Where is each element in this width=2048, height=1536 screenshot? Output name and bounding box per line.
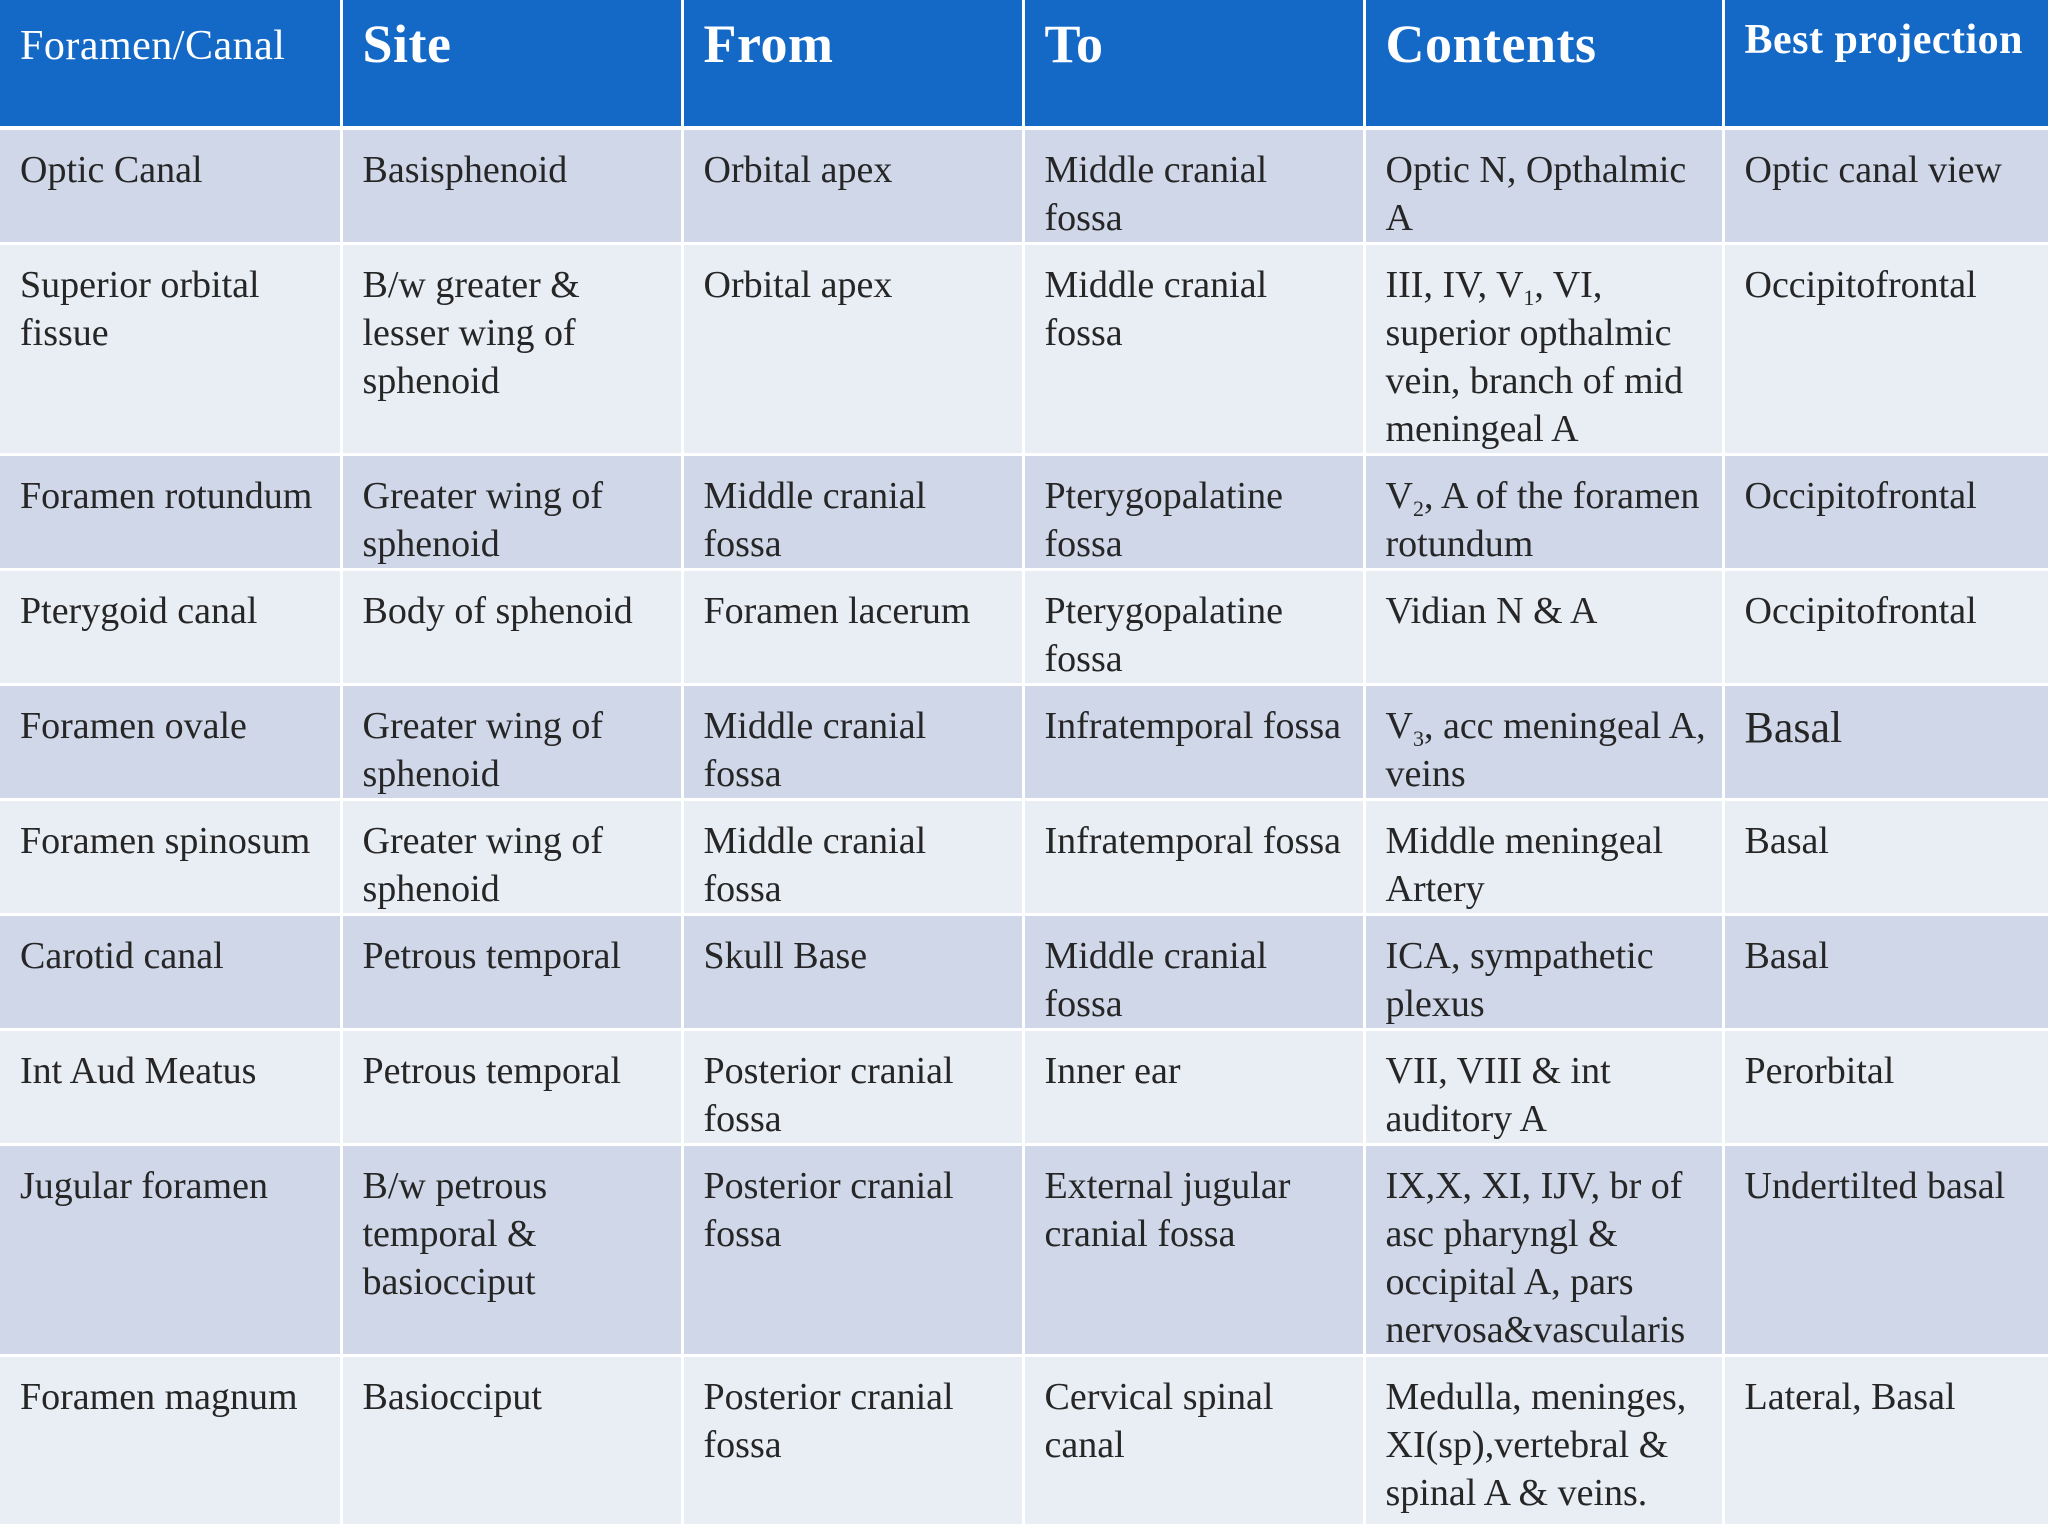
cell-foramen: Pterygoid canal bbox=[0, 570, 341, 685]
cell-site: Greater wing of sphenoid bbox=[341, 800, 682, 915]
table-row bbox=[0, 1030, 2048, 1145]
table-row bbox=[0, 915, 2048, 1030]
cell-projection: Occipitofrontal bbox=[1723, 570, 2048, 685]
cell-site: Petrous temporal bbox=[341, 1030, 682, 1145]
header-site: Site bbox=[341, 0, 682, 128]
cell-to: Middle cranial fossa bbox=[1023, 915, 1364, 1030]
cell-site: B/w greater & lesser wing of sphenoid bbox=[341, 244, 682, 455]
cell-to: Infratemporal fossa bbox=[1023, 800, 1364, 915]
cell-to: Middle cranial fossa bbox=[1023, 128, 1364, 244]
contents-text: V bbox=[1385, 475, 1413, 517]
cell-foramen: Optic Canal bbox=[0, 128, 341, 244]
cell-contents: Middle meningeal Artery bbox=[1364, 800, 1723, 915]
cell-contents: IX,X, XI, IJV, br of asc pharyngl & occipital A, pars nervosa&vascularis bbox=[1364, 1145, 1723, 1356]
header-to: To bbox=[1023, 0, 1364, 128]
cell-site: Basiocciput bbox=[341, 1356, 682, 1526]
cell-from: Foramen lacerum bbox=[682, 570, 1023, 685]
cell-contents: Vidian N & A bbox=[1364, 570, 1723, 685]
contents-subscript: 2 bbox=[1412, 496, 1424, 521]
cell-foramen: Int Aud Meatus bbox=[0, 1030, 341, 1145]
cell-projection: Perorbital bbox=[1723, 1030, 2048, 1145]
cell-from: Posterior cranial fossa bbox=[682, 1356, 1023, 1526]
cell-site: Basisphenoid bbox=[341, 128, 682, 244]
table-row bbox=[0, 570, 2048, 685]
contents-text: , acc meningeal A, veins bbox=[1385, 705, 1706, 795]
table-row bbox=[0, 1145, 2048, 1356]
header-best-projection: Best projection bbox=[1723, 0, 2048, 128]
cell-to: Pterygopalatine fossa bbox=[1023, 570, 1364, 685]
cell-foramen: Foramen magnum bbox=[0, 1356, 341, 1526]
cell-from: Middle cranial fossa bbox=[682, 455, 1023, 570]
cell-projection: Basal bbox=[1723, 685, 2048, 800]
cell-projection: Basal bbox=[1723, 800, 2048, 915]
contents-text: , A of the foramen rotundum bbox=[1385, 475, 1700, 565]
cell-from: Orbital apex bbox=[682, 244, 1023, 455]
cell-to: Infratemporal fossa bbox=[1023, 685, 1364, 800]
header-row bbox=[0, 0, 2048, 128]
cell-site: Greater wing of sphenoid bbox=[341, 455, 682, 570]
cell-foramen: Foramen rotundum bbox=[0, 455, 341, 570]
contents-subscript: 1 bbox=[1523, 285, 1535, 310]
contents-text: V bbox=[1385, 705, 1413, 747]
contents-text: , VI, superior opthalmic vein, branch of mid meningeal A bbox=[1385, 264, 1684, 450]
table-row bbox=[0, 1356, 2048, 1526]
cell-contents bbox=[1364, 685, 1723, 800]
cell-from: Posterior cranial fossa bbox=[682, 1145, 1023, 1356]
cell-projection: Undertilted basal bbox=[1723, 1145, 2048, 1356]
table-row bbox=[0, 455, 2048, 570]
contents-subscript: 3 bbox=[1412, 726, 1424, 751]
table-row bbox=[0, 128, 2048, 244]
cell-from: Orbital apex bbox=[682, 128, 1023, 244]
cell-contents: Optic N, Opthalmic A bbox=[1364, 128, 1723, 244]
header-from: From bbox=[682, 0, 1023, 128]
cell-site: Greater wing of sphenoid bbox=[341, 685, 682, 800]
cell-projection: Optic canal view bbox=[1723, 128, 2048, 244]
cell-projection: Basal bbox=[1723, 915, 2048, 1030]
cell-foramen: Foramen spinosum bbox=[0, 800, 341, 915]
cell-site: B/w petrous temporal & basiocciput bbox=[341, 1145, 682, 1356]
cell-to: Cervical spinal canal bbox=[1023, 1356, 1364, 1526]
cell-site: Petrous temporal bbox=[341, 915, 682, 1030]
cell-contents bbox=[1364, 455, 1723, 570]
cell-from: Skull Base bbox=[682, 915, 1023, 1030]
cell-to: Middle cranial fossa bbox=[1023, 244, 1364, 455]
cell-foramen: Carotid canal bbox=[0, 915, 341, 1030]
cell-foramen: Superior orbital fissue bbox=[0, 244, 341, 455]
cell-contents: ICA, sympathetic plexus bbox=[1364, 915, 1723, 1030]
table-row bbox=[0, 244, 2048, 455]
cell-to: Pterygopalatine fossa bbox=[1023, 455, 1364, 570]
table-row bbox=[0, 685, 2048, 800]
cell-projection: Occipitofrontal bbox=[1723, 455, 2048, 570]
cell-from: Middle cranial fossa bbox=[682, 800, 1023, 915]
cell-from: Posterior cranial fossa bbox=[682, 1030, 1023, 1145]
cell-contents: Medulla, meninges, XI(sp),vertebral & spinal A & veins. bbox=[1364, 1356, 1723, 1526]
cell-to: Inner ear bbox=[1023, 1030, 1364, 1145]
cell-foramen: Foramen ovale bbox=[0, 685, 341, 800]
cell-projection: Occipitofrontal bbox=[1723, 244, 2048, 455]
cell-site: Body of sphenoid bbox=[341, 570, 682, 685]
cell-contents bbox=[1364, 244, 1723, 455]
cell-contents: VII, VIII & int auditory A bbox=[1364, 1030, 1723, 1145]
cell-to: External jugular cranial fossa bbox=[1023, 1145, 1364, 1356]
cell-from: Middle cranial fossa bbox=[682, 685, 1023, 800]
table-row bbox=[0, 800, 2048, 915]
cell-foramen: Jugular foramen bbox=[0, 1145, 341, 1356]
header-contents: Contents bbox=[1364, 0, 1723, 128]
header-foramen-canal: Foramen/Canal bbox=[0, 0, 341, 128]
contents-text: III, IV, V bbox=[1385, 264, 1524, 306]
cell-projection: Lateral, Basal bbox=[1723, 1356, 2048, 1526]
